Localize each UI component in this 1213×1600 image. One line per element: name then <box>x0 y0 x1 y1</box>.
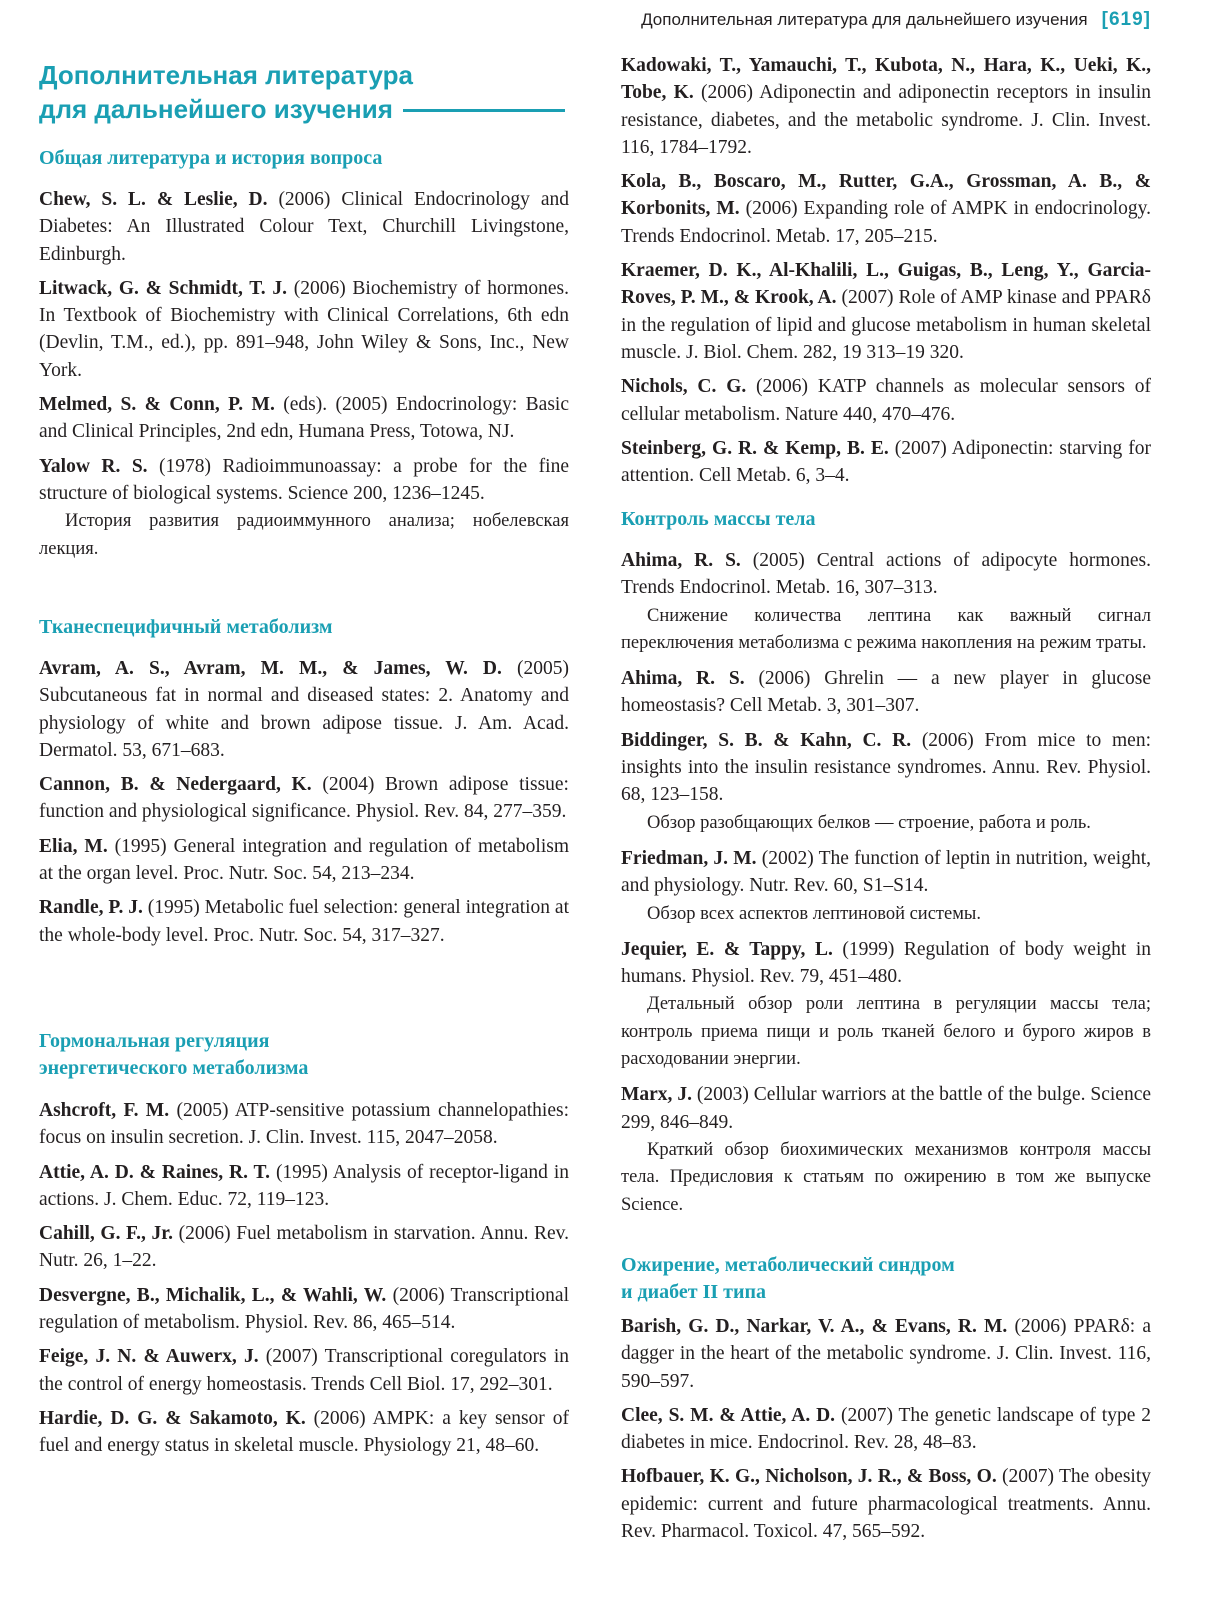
ref-authors: Kola, B., Boscaro, M., Rutter, G.A., Grossman, A. B., & Korbonits, M. <box>621 171 1151 220</box>
continued-refs <box>621 52 1151 496</box>
reference <box>621 727 1151 809</box>
ref-details: (1995) General integration and regulation of metabolism at the organ level. Proc. Nutr. Soc. 54, 213–234. <box>39 835 569 885</box>
ref-details: (2006) Biochemistry of hormones. In Textbook of Biochemistry with Clinical Correlations, 6th edn (Devlin, T.M., ed.), pp. 891–948, John Wiley & Sons, Inc., New York. <box>39 277 569 381</box>
ref-authors: Barish, G. D., Narkar, V. A., & Evans, R. M. <box>621 1316 1008 1337</box>
ref-annotation: История развития радиоиммунного анализа; нобелевская лекция. <box>39 511 569 559</box>
ref-details: (2003) Cellular warriors at the battle of the bulge. Science 299, 846–849. <box>621 1084 1151 1133</box>
section-title-line1: Гормональная регуляция <box>39 1030 270 1052</box>
ref-details: (2005) Subcutaneous fat in normal and diseased states: 2. Anatomy and physiology of white and brown adipose tissue. J. Am. Acad. Dermatol. 53, 671–683. <box>39 658 569 761</box>
ref-details: (1978) Radioimmunoassay: a probe for the fine structure of biological systems. Science 200, 1236–1245. <box>39 455 569 504</box>
ref-authors: Ahima, R. S. <box>621 668 745 690</box>
ref-authors: Nichols, C. G. <box>621 376 747 398</box>
reference <box>621 435 1151 490</box>
section-title-line2: и диабет II типа <box>621 1281 767 1303</box>
ref-authors: Clee, S. M. & Attie, A. D. <box>621 1404 836 1426</box>
section-obesity <box>621 1252 1151 1306</box>
section-title: Общая литература и история вопроса <box>39 147 383 169</box>
reference <box>621 52 1151 161</box>
ref-annotation: Обзор всех аспектов лептиновой системы. <box>647 903 981 924</box>
ref-authors: Cahill, G. F., Jr. <box>39 1223 174 1245</box>
reference <box>621 1313 1151 1395</box>
reference <box>39 1343 569 1398</box>
reference <box>621 257 1151 366</box>
ref-authors: Ahima, R. S. <box>621 550 741 571</box>
ref-authors: Litwack, G. & Schmidt, T. J. <box>39 277 287 299</box>
reference <box>39 1159 569 1214</box>
ref-authors: Hofbauer, K. G., Nicholson, J. R., & Boss, O. <box>621 1466 997 1488</box>
ref-annotation: Краткий обзор биохимических механизмов контроля массы тела. Предисловия к статьям по ожирению в том же выпуске Science. <box>621 1139 1151 1215</box>
ref-details: (2006) PPARδ: a dagger in the heart of the metabolic syndrome. J. Clin. Invest. 116, 590–597. <box>621 1316 1151 1392</box>
section-title: Контроль массы тела <box>621 508 816 530</box>
reference <box>39 186 569 268</box>
reference <box>621 1402 1151 1457</box>
section-body-weight <box>621 506 1151 533</box>
running-title: Дополнительная литература для дальнейшего изучения <box>641 10 1088 29</box>
ref-details: (2007) Transcriptional coregulators in the control of energy homeostasis. Trends Cell Biol. 17, 292–301. <box>39 1346 569 1395</box>
reference <box>39 453 569 508</box>
section-title-line2: энергетического метаболизма <box>39 1057 309 1079</box>
page-number: [619] <box>1101 9 1151 30</box>
reference <box>39 275 569 384</box>
reference <box>621 547 1151 602</box>
ref-details: (2006) Expanding role of AMPK in endocrinology. Trends Endocrinol. Metab. 17, 205–215. <box>621 198 1151 247</box>
ref-authors: Attie, A. D. & Raines, R. T. <box>39 1161 270 1183</box>
ref-details: (2007) Role of AMP kinase and PPARδ in the regulation of lipid and glucose metabolism in human skeletal muscle. J. Biol. Chem. 282, 19 313–19 320. <box>621 287 1151 363</box>
ref-authors: Elia, M. <box>39 835 108 857</box>
ref-details: (2002) The function of leptin in nutrition, weight, and physiology. Nutr. Rev. 60, S1–S14. <box>621 847 1151 897</box>
section-hormonal-refs <box>39 1097 569 1467</box>
ref-authors: Hardie, D. G. & Sakamoto, K. <box>39 1407 306 1429</box>
ref-authors: Yalow R. S. <box>39 455 148 477</box>
ref-authors: Avram, A. S., Avram, M. M., & James, W. D. <box>39 658 502 679</box>
ref-annotation: Обзор разобщающих белков — строение, работа и роль. <box>647 812 1091 833</box>
ref-authors: Kraemer, D. K., Al-Khalili, L., Guigas, B., Leng, Y., Garcia-Roves, P. M., & Krook, A. <box>621 260 1151 309</box>
ref-details: (2006) Transcriptional regulation of metabolism. Physiol. Rev. 86, 465–514. <box>39 1284 569 1334</box>
reference <box>621 373 1151 428</box>
ref-details: (2006) Fuel metabolism in starvation. Annu. Rev. Nutr. 26, 1–22. <box>39 1223 569 1272</box>
ref-authors: Cannon, B. & Nedergaard, K. <box>39 774 312 796</box>
reference <box>39 771 569 826</box>
reference <box>39 894 569 949</box>
ref-details: (1995) Metabolic fuel selection: general integration at the whole-body level. Proc. Nutr. Soc. 54, 317–327. <box>39 897 570 946</box>
reference <box>39 1282 569 1337</box>
ref-details: (1995) Analysis of receptor-ligand in actions. J. Chem. Educ. 72, 119–123. <box>39 1161 569 1210</box>
ref-details: (2006) From mice to men: insights into the insulin resistance syndromes. Annu. Rev. Physiol. 68, 123–158. <box>621 729 1151 806</box>
reference <box>39 1097 569 1152</box>
section-tissue-refs <box>39 655 569 956</box>
ref-authors: Jequier, E. & Tappy, L. <box>621 938 833 960</box>
ref-authors: Kadowaki, T., Yamauchi, T., Kubota, N., Hara, K., Ueki, K., Tobe, K. <box>621 55 1151 104</box>
ref-authors: Marx, J. <box>621 1084 692 1106</box>
ref-details: (2006) Ghrelin — a new player in glucose homeostasis? Cell Metab. 3, 301–307. <box>621 668 1151 717</box>
reference <box>621 1463 1151 1545</box>
ref-annotation: Снижение количества лептина как важный сигнал переключения метаболизма с режима накопления на режим траты. <box>621 605 1151 653</box>
reference <box>621 845 1151 900</box>
ref-details: (2005) ATP-sensitive potassium channelopathies: focus on insulin secretion. J. Clin. Invest. 115, 2047–2058. <box>39 1100 569 1149</box>
reference <box>39 1220 569 1275</box>
ref-authors: Ashcroft, F. M. <box>39 1100 170 1121</box>
ref-details: (2007) Adiponectin: starving for attention. Cell Metab. 6, 3–4. <box>621 437 1151 487</box>
chapter-title-line1: Дополнительная литература <box>39 60 413 90</box>
section-body-weight-refs <box>621 547 1151 1227</box>
ref-authors: Randle, P. J. <box>39 897 143 919</box>
ref-details: (2006) Clinical Endocrinology and Diabetes: An Illustrated Colour Text, Churchill Livingstone, Edinburgh. <box>39 189 569 265</box>
section-tissue <box>39 614 569 641</box>
ref-details: (2006) Adiponectin and adiponectin receptors in insulin resistance, diabetes, and the metabolic syndrome. J. Clin. Invest. 116, 1784–1792. <box>621 82 1151 158</box>
ref-details: (2006) AMPK: a key sensor of fuel and energy status in skeletal muscle. Physiology 21, 48–60. <box>39 1407 569 1457</box>
ref-authors: Friedman, J. M. <box>621 847 757 869</box>
chapter-title <box>39 58 569 126</box>
title-rule <box>403 109 565 112</box>
section-title-line1: Ожирение, метаболический синдром <box>621 1254 955 1276</box>
ref-details: (2007) The genetic landscape of type 2 diabetes in mice. Endocrinol. Rev. 28, 48–83. <box>621 1404 1151 1454</box>
ref-authors: Chew, S. L. & Leslie, D. <box>39 189 268 210</box>
reference <box>621 1081 1151 1136</box>
section-hormonal <box>39 1028 569 1082</box>
ref-authors: Biddinger, S. B. & Kahn, C. R. <box>621 729 912 751</box>
reference <box>39 391 569 446</box>
section-title: Тканеспецифичный метаболизм <box>39 616 333 638</box>
ref-details: (eds). (2005) Endocrinology: Basic and Clinical Principles, 2nd edn, Humana Press, Totowa, NJ. <box>39 394 570 443</box>
ref-details: (2004) Brown adipose tissue: function and physiological significance. Physiol. Rev. 84, 277–359. <box>39 774 569 823</box>
reference <box>39 833 569 888</box>
ref-authors: Melmed, S. & Conn, P. M. <box>39 394 275 416</box>
reference <box>621 665 1151 720</box>
ref-authors: Desvergne, B., Michalik, L., & Wahli, W. <box>39 1284 387 1306</box>
ref-details: (2005) Central actions of adipocyte hormones. Trends Endocrinol. Metab. 16, 307–313. <box>621 550 1151 599</box>
section-general-refs <box>39 186 569 571</box>
reference <box>621 936 1151 991</box>
ref-authors: Steinberg, G. R. & Kemp, B. E. <box>621 437 889 459</box>
section-general <box>39 145 569 172</box>
ref-details: (1999) Regulation of body weight in humans. Physiol. Rev. 79, 451–480. <box>621 938 1151 988</box>
ref-details: (2007) The obesity epidemic: current and future pharmacological treatments. Annu. Rev. Pharmacol. Toxicol. 47, 565–592. <box>621 1466 1151 1543</box>
ref-details: (2006) KATP channels as molecular sensors of cellular metabolism. Nature 440, 470–476. <box>621 376 1151 425</box>
reference <box>621 168 1151 250</box>
section-obesity-refs <box>621 1313 1151 1552</box>
ref-annotation: Детальный обзор роли лептина в регуляции массы тела; контроль приема пищи и роль тканей белого и бурого жиров в расходовании энергии. <box>621 994 1151 1070</box>
running-head <box>641 6 1151 34</box>
reference <box>39 1405 569 1460</box>
chapter-title-line2: для дальнейшего изучения <box>39 94 393 124</box>
reference <box>39 655 569 764</box>
ref-authors: Feige, J. N. & Auwerx, J. <box>39 1346 259 1368</box>
